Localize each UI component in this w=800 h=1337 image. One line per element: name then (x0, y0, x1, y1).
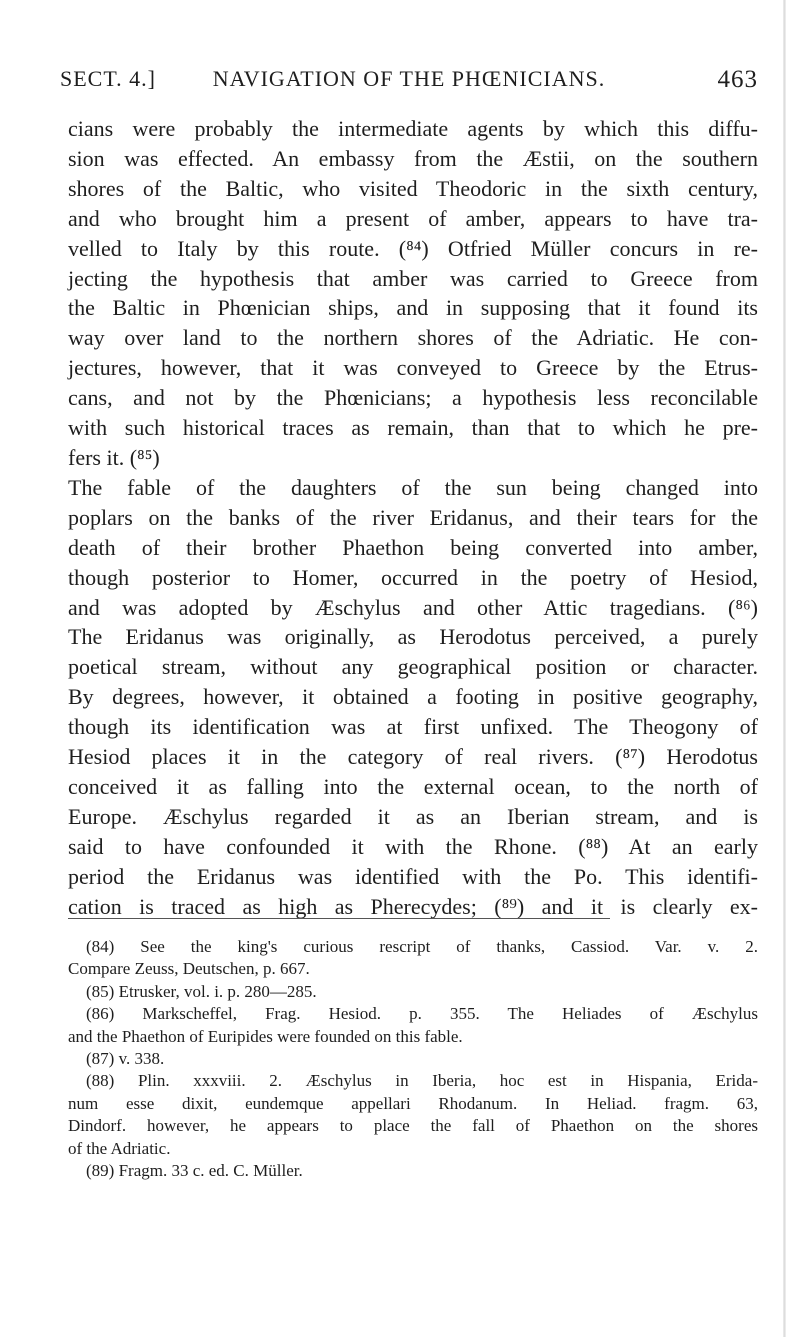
footnote-line: (87) v. 338. (86, 1049, 165, 1069)
footnote-line: Dindorf. however, he appears to place the fall of Phaethon on the shores (68, 1116, 758, 1136)
footnote-line: (88) Plin. xxxviii. 2. Æschylus in Iberia, hoc est in Hispania, Erida- (86, 1071, 758, 1091)
text-line: the Baltic in Phœnician ships, and in supposing that it found its (68, 295, 758, 321)
footnote-line: (84) See the king's curious rescript of thanks, Cassiod. Var. v. 2. (86, 937, 758, 956)
text-line: conceived it as falling into the external ocean, to the north of (68, 773, 758, 799)
text-line: poplars on the banks of the river Eridanus, and their tears for the (68, 504, 758, 530)
text-line: and was adopted by Æschylus and other Attic tragedians. (⁸⁶) (68, 594, 758, 620)
footnote-line: (89) Fragm. 33 c. ed. C. Müller. (86, 1161, 303, 1181)
text-line: with such historical traces as remain, than that to which he pre- (68, 415, 758, 441)
text-line: way over land to the northern shores of the Adriatic. He con- (68, 325, 758, 351)
text-line: Hesiod places it in the category of real rivers. (⁸⁷) Herodotus (68, 744, 758, 770)
running-title: NAVIGATION OF THE PHŒNICIANS. (212, 66, 606, 91)
text-line: jectures, however, that it was conveyed to Greece by the Etrus- (68, 355, 758, 381)
text-line: Europe. Æschylus regarded it as an Iberian stream, and is (68, 803, 758, 829)
footnote-line: of the Adriatic. (68, 1138, 171, 1158)
text-line: By degrees, however, it obtained a footing in positive geography, (68, 684, 758, 710)
footnote-line: Compare Zeuss, Deutschen, p. 667. (68, 959, 310, 979)
text-line: death of their brother Phaethon being converted into amber, (68, 534, 758, 560)
text-line: cation is traced as high as Pherecydes; (⁸⁹) and it is clearly ex- (68, 893, 758, 919)
footnote-line: and the Phaethon of Euripides were founded on this fable. (68, 1026, 463, 1046)
running-header (60, 66, 758, 100)
text-line: cans, and not by the Phœnicians; a hypothesis less reconcilable (68, 385, 758, 411)
text-line: period the Eridanus was identified with the Po. This identifi- (68, 863, 758, 889)
text-line: velled to Italy by this route. (⁸⁴) Otfried Müller concurs in re- (68, 235, 758, 261)
text-line: though posterior to Homer, occurred in the poetry of Hesiod, (68, 564, 758, 590)
text-line: fers it. (⁸⁵) (68, 444, 160, 470)
text-line: cians were probably the intermediate agents by which this diffu- (68, 116, 758, 141)
footnote-divider (68, 918, 610, 919)
text-line: poetical stream, without any geographical position or character. (68, 654, 758, 680)
page-edge-shadow (783, 0, 786, 1337)
text-line: shores of the Baltic, who visited Theodoric in the sixth century, (68, 175, 758, 201)
text-line: and who brought him a present of amber, appears to have tra- (68, 205, 758, 231)
text-line: The Eridanus was originally, as Herodotus perceived, a purely (68, 624, 758, 650)
text-line: jecting the hypothesis that amber was carried to Greece from (68, 265, 758, 291)
footnote-line: num esse dixit, eundemque appellari Rhodanum. In Heliad. fragm. 63, (68, 1093, 758, 1113)
footnotes (68, 936, 758, 1182)
footnote-line: (85) Etrusker, vol. i. p. 280—285. (86, 981, 317, 1001)
section-label: SECT. 4.] (60, 66, 156, 91)
text-line: though its identification was at first unfixed. The Theogony of (68, 714, 758, 740)
text-line: sion was effected. An embassy from the Æstii, on the southern (68, 145, 758, 171)
footnote-line: (86) Markscheffel, Frag. Hesiod. p. 355. The Heliades of Æschylus (86, 1004, 758, 1024)
text-line: The fable of the daughters of the sun being changed into (68, 474, 758, 500)
page-number: 463 (717, 66, 758, 93)
text-line: said to have confounded it with the Rhone. (⁸⁸) At an early (68, 833, 758, 859)
main-text (68, 114, 758, 921)
